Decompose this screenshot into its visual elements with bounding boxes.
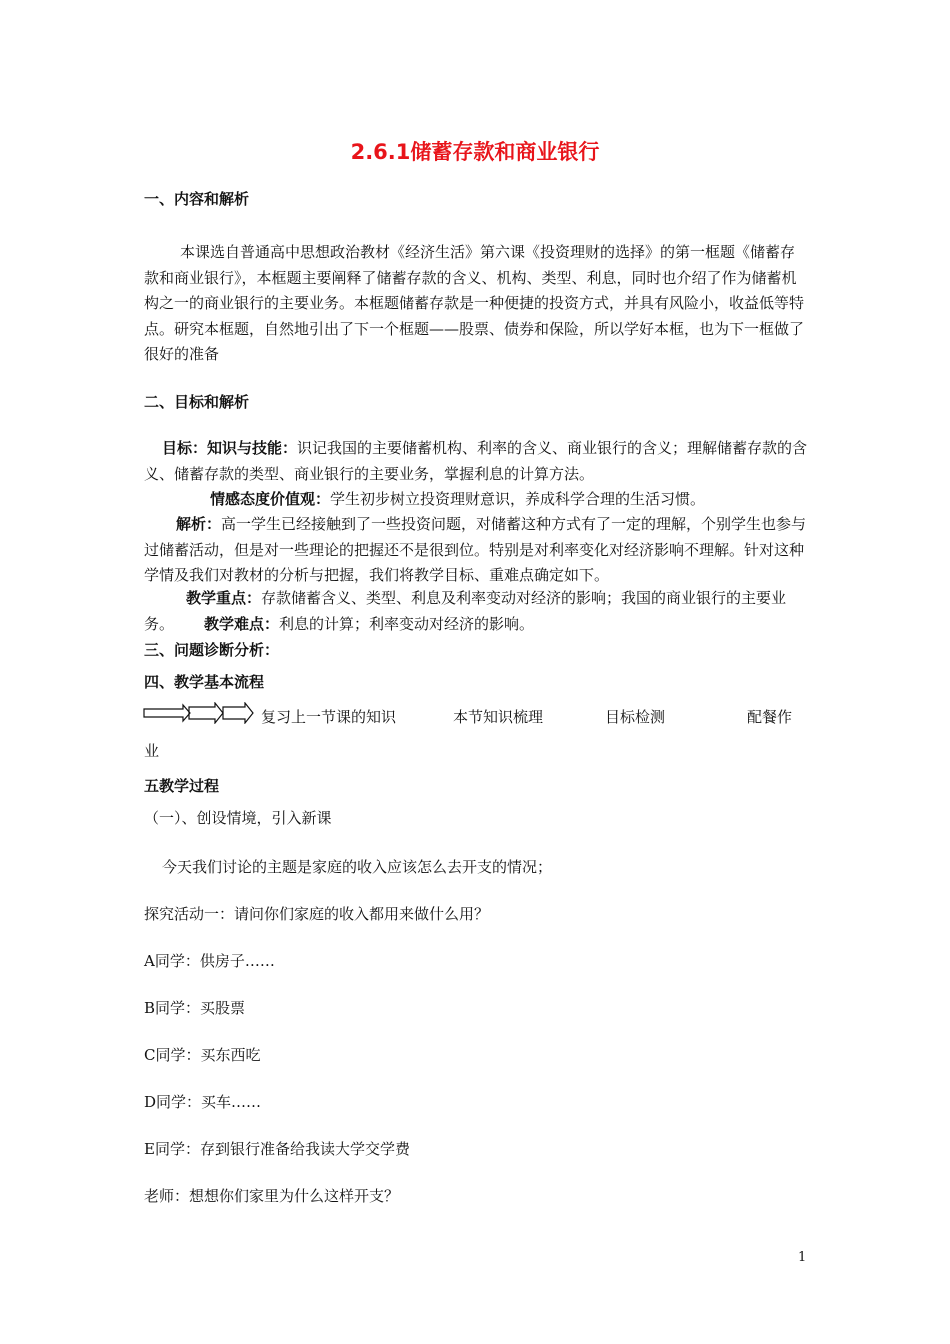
goal-label: 目标： [162,439,208,457]
difficult-text: 利息的计算；利率变动对经济的影响。 [279,614,535,633]
section5-heading: 五教学过程 [144,777,220,795]
analysis-paragraph [144,512,808,589]
key-label: 教学重点： [186,589,262,607]
activity-question: 探究活动一：请问你们家庭的收入都用来做什么用？ [144,905,490,923]
document-title: 2.6.1储蓄存款和商业银行 [350,140,600,164]
subsection-1-heading: （一）、创设情境，引入新课 [144,809,332,827]
key-text: 存款储蓄含义、类型、利息及利率变动对经济的影响；我国的商业银行的主要业务。 [144,589,787,633]
emotion-text: 学生初步树立投资理财意识，养成科学合理的生活习惯。 [330,490,706,508]
key-points-paragraph [144,586,808,637]
section4-heading: 四、教学基本流程 [144,673,265,691]
answer-a: A同学：供房子…… [144,952,275,970]
answer-d: D同学：买车…… [144,1093,262,1111]
flow-step-check: 目标检测 [605,708,666,726]
section1-heading: 一、内容和解析 [144,190,250,208]
answer-e: E同学：存到银行准备给我读大学交学费 [144,1140,410,1158]
section2-heading: 二、目标和解析 [144,393,250,411]
emotion-label: 情感态度价值观： [210,490,331,508]
section1-paragraph: 本课选自普通高中思想政治教材《经济生活》第六课《投资理财的选择》的第一框题《储蓄存款和商业银行》，本框题主要阐释了储蓄存款的含义、机构、类型、利息，同时也介绍了作为储蓄机构之一的商业银行的主要业务。本框题储蓄存款是一种便捷的投资方式，并具有风险小，收益低等特点。研究本框题，自然地引出了下一个框题——股票、债券和保险，所以学好本框，也为下一框做了很好的准备 [144,243,805,363]
flow-step-review: 复习上一节课的知识 [261,708,397,726]
answer-c: C同学：买东西吃 [144,1046,261,1064]
flow-step-homework-wrap: 业 [144,742,160,760]
answer-b: B同学：买股票 [144,999,246,1017]
flow-step-homework: 配餐作 [747,708,793,726]
flow-step-organize: 本节知识梳理 [453,708,544,726]
knowledge-label: 知识与技能： [207,439,298,457]
section3-heading: 三、问题诊断分析： [144,641,280,659]
teacher-question: 老师：想想你们家里为什么这样开支？ [144,1187,400,1205]
emotion-paragraph [144,487,808,513]
analysis-text: 高一学生已经接触到了一些投资问题，对储蓄这种方式有了一定的理解，个别学生也参与过储蓄活动，但是对一些理论的把握还不是很到位。特别是对利率变化对经济影响不理解。针对这种学情及我们对教材的分析与把握，我们将教学目标、重难点确定如下。 [144,515,807,584]
page-number: 1 [798,1250,807,1265]
analysis-label: 解析： [176,515,222,533]
knowledge-text: 识记我国的主要储蓄机构、利率的含义、商业银行的含义；理解储蓄存款的含义、储蓄存款的类型、商业银行的主要业务，掌握利息的计算方法。 [144,439,808,483]
difficult-label: 教学难点： [204,614,280,633]
goal-paragraph [144,436,808,487]
flow-arrows-icon [143,702,255,724]
intro-text: 今天我们讨论的主题是家庭的收入应该怎么去开支的情况； [162,858,553,876]
